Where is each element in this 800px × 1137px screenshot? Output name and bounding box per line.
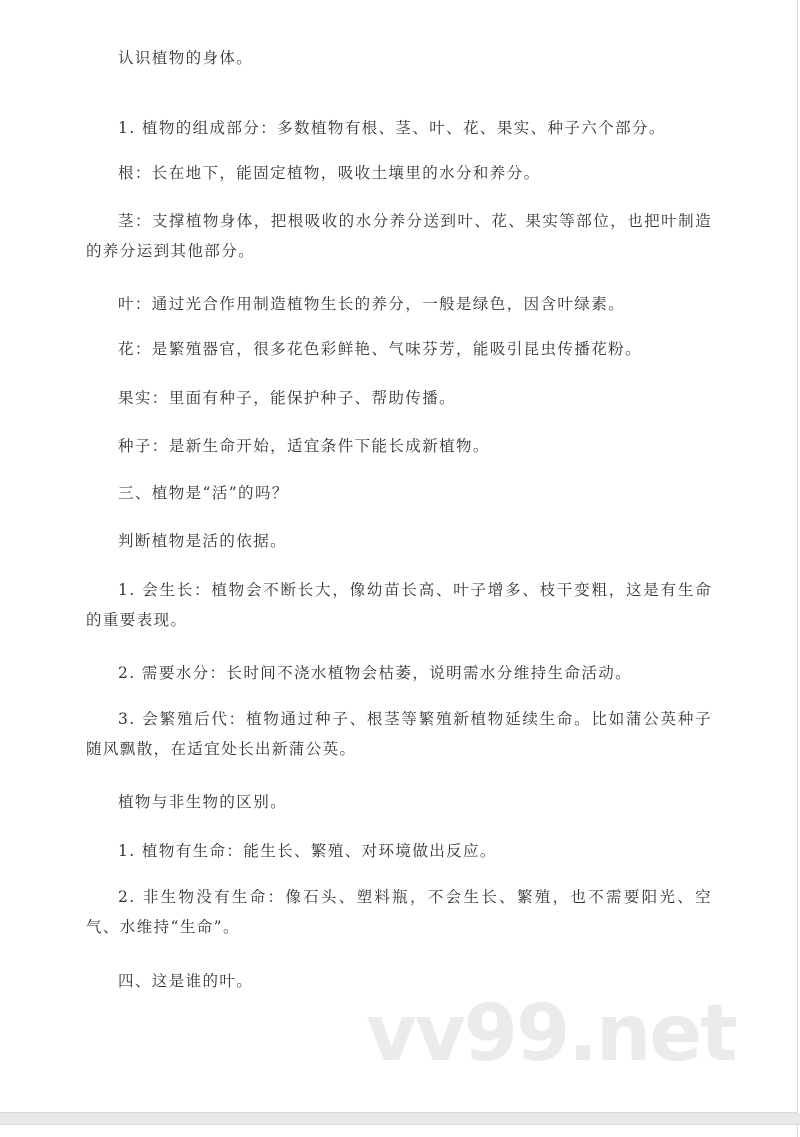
paragraph-root: 根：长在地下，能固定植物，吸收土壤里的水分和养分。 [118,164,541,182]
paragraph-stem: 茎：支撑植物身体，把根吸收的水分养分送到叶、花、果实等部位，也把叶制造的养分运到其他部分。 [86,212,712,260]
paragraph-plant-vs-nonliving: 植物与非生物的区别。 [118,793,288,811]
paragraph-needs-water: 2. 需要水分：长时间不浇水植物会枯萎，说明需水分维持生命活动。 [118,664,633,682]
paragraph-plants-alive: 1. 植物有生命：能生长、繁殖、对环境做出反应。 [118,842,497,860]
paragraph-flower: 花：是繁殖器官，很多花色彩鲜艳、气味芬芳，能吸引昆虫传播花粉。 [118,340,642,358]
section-heading-4: 四、这是谁的叶。 [118,972,254,990]
paragraph-intro: 认识植物的身体。 [118,49,254,67]
paragraph-leaf: 叶：通过光合作用制造植物生长的养分，一般是绿色，因含叶绿素。 [118,295,626,313]
paragraph-reproduces: 3. 会繁殖后代：植物通过种子、根茎等繁殖新植物延续生命。比如蒲公英种子随风飘散，在适宜处长出新蒲公英。 [86,710,712,758]
paragraph-nonliving: 2. 非生物没有生命：像石头、塑料瓶，不会生长、繁殖，也不需要阳光、空气、水维持“生命”。 [86,888,712,936]
paragraph-plant-parts: 1. 植物的组成部分：多数植物有根、茎、叶、花、果实、种子六个部分。 [118,119,666,137]
page-separator [0,1113,800,1125]
watermark: vv99.net [366,989,736,1079]
paragraph-grows: 1. 会生长：植物会不断长大，像幼苗长高、叶子增多、枝干变粗，这是有生命的重要表现。 [86,581,712,629]
paragraph-fruit: 果实：里面有种子，能保护种子、帮助传播。 [118,389,457,407]
section-heading-3: 三、植物是“活”的吗？ [118,484,289,502]
paragraph-living-criteria: 判断植物是活的依据。 [118,532,288,550]
paragraph-seed: 种子：是新生命开始，适宜条件下能长成新植物。 [118,437,490,455]
next-page-top [0,1125,798,1137]
